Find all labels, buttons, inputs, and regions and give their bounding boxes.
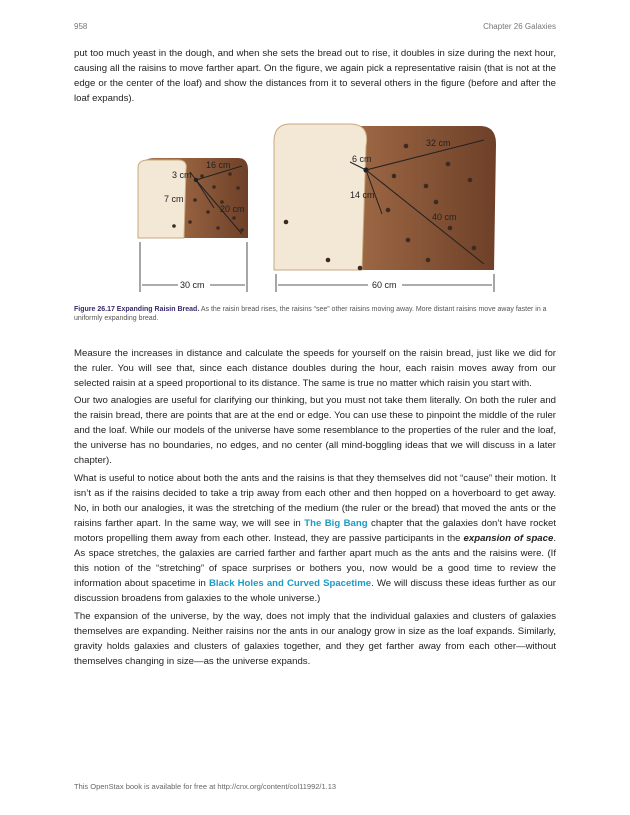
chapter-title: Chapter 26 Galaxies <box>483 22 556 31</box>
large-distance-c: 14 cm <box>350 190 375 200</box>
intro-paragraph: put too much yeast in the dough, and when she sets the bread out to rise, it doubles in size during the next hour, causing all the raisins to move farther apart. On the figure, we again pick a representative raisin (that is not at the edge or the center of the loaf) and show the distances from it to several others in the figure (before and after the loaf expands). <box>74 48 556 104</box>
footer-note: This OpenStax book is available for free at http://cnx.org/content/col11992/1.13 <box>74 782 337 791</box>
link-the-big-bang[interactable]: The Big Bang <box>304 518 368 529</box>
large-distance-a: 6 cm <box>352 154 372 164</box>
small-distance-c: 7 cm <box>164 194 184 204</box>
term-expansion-of-space: expansion of space <box>463 533 554 544</box>
paragraph-1: Measure the increases in distance and calculate the speeds for yourself on the raisin bread, just like we did for the ruler. You will see that, since each distance doubles during the hour, each raisin moves away from our selected raisin at a speed proportional to its distance. The same is true no matter which raisin you start with. <box>74 348 556 389</box>
large-distance-b: 32 cm <box>426 138 451 148</box>
small-distance-d: 20 cm <box>220 204 245 214</box>
paragraph-3-text-d: . We will discuss these ideas further as our discussion broadens from galaxies to the whole universe.) <box>74 578 556 604</box>
figure-caption <box>74 305 556 323</box>
paragraph-3-text-b: chapter that the galaxies don’t have rocket motors propelling them away from each other. Instead, they are passive participants in the <box>74 518 556 544</box>
caption-text: As the raisin bread rises, the raisins “see” other raisins moving away. More distant raisins move away faster in a uniformly expanding bread. <box>74 306 547 322</box>
large-loaf <box>274 124 496 292</box>
paragraph-3 <box>74 471 556 606</box>
small-distance-a: 3 cm <box>172 170 192 180</box>
paragraph-4: The expansion of the universe, by the way, does not imply that the individual galaxies and clusters of galaxies themselves are expanding. Neither raisins nor the ants in our analogy grow in size as the loaf expands. Similarly, gravity holds galaxies and clusters of galaxies together, and they get farther away from each other—without themselves changing in size—as the universe expands. <box>74 611 556 667</box>
caption-label: Figure 26.17 Expanding Raisin Bread. <box>74 306 200 313</box>
small-width-label: 30 cm <box>180 280 205 290</box>
small-loaf <box>138 158 248 292</box>
raisin-bread-figure <box>130 118 510 298</box>
small-distance-b: 16 cm <box>206 160 231 170</box>
paragraph-2: Our two analogies are useful for clarifying our thinking, but you must not take them literally. On both the ruler and the raisin bread, there are points that are at the end or edge. You can use these to pinpoint the middle of the ruler and the loaf. While our models of the universe have some resemblance to the properties of the ruler and the loaf, the universe has no boundaries, no edges, and no center (all mind-boggling ideas that we will discuss in a later chapter). <box>74 395 556 466</box>
large-distance-d: 40 cm <box>432 212 457 222</box>
large-width-label: 60 cm <box>372 280 397 290</box>
link-black-holes[interactable]: Black Holes and Curved Spacetime <box>208 578 372 589</box>
paragraph-3-text-a: What is useful to notice about both the ants and the raisins is that they themselves did not “cause” their motion. It isn’t as if the raisins decided to take a trip away from each other and then hopped on a hoverboard to get away. No, in both our analogies, it was the stretching of the medium (the ruler or the bread) that moved the ants or the raisins farther apart. In the same way, we will see in <box>74 473 556 529</box>
paragraph-3-text-c: . As space stretches, the galaxies are carried farther and farther apart much as the ants and the raisins were. (If this notion of the “stretching” of space surprises or bothers you, now would be a good time to review the information about spacetime in <box>74 533 556 589</box>
page-number: 958 <box>74 22 88 31</box>
